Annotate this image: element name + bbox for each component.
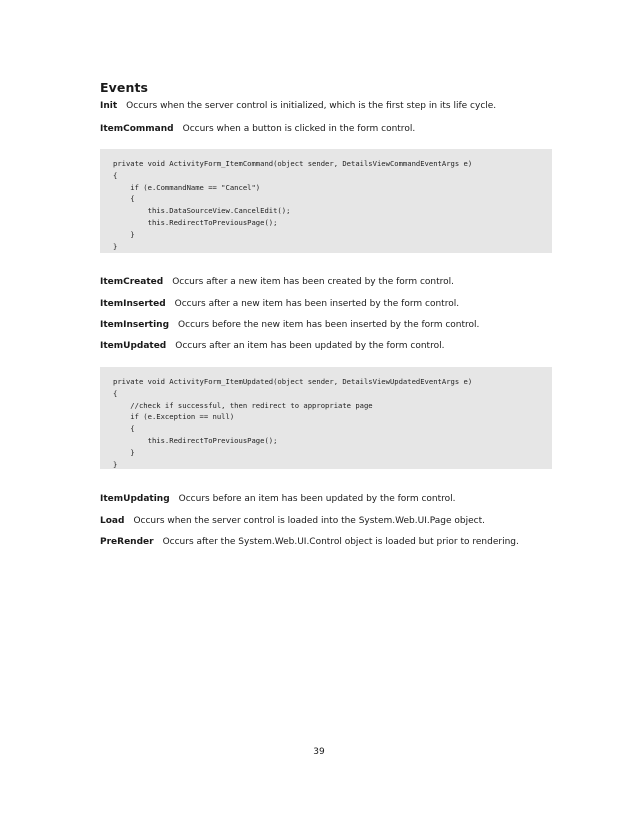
code-block-itemupdated [100,367,552,469]
event-entry-itemupdating [100,493,456,505]
page-number: 39 [313,747,325,757]
code-line: private void ActivityForm_ItemCommand(object sender, DetailsViewCommandEventArgs e) [113,159,473,168]
event-name: ItemInserting [100,320,170,330]
code-block-itemcommand [100,149,552,253]
event-description: Occurs before an item has been updated by the form control. [178,494,456,504]
event-description: Occurs after the System.Web.UI.Control object is loaded but prior to rendering. [162,537,519,547]
event-entry-itemcommand [100,123,415,135]
code-line: } [113,447,135,457]
code-line: } [113,241,118,251]
code-line: if (e.CommandName == "Cancel") [113,182,261,192]
event-description: Occurs after an item has been updated by the form control. [175,341,445,351]
event-description: Occurs when the server control is initialized, which is the first step in its life cycle. [126,101,497,111]
code-line: private void ActivityForm_ItemUpdated(object sender, DetailsViewUpdatedEventArgs e) [113,377,473,386]
event-name: ItemCreated [100,277,164,287]
event-entry-load [100,515,485,527]
event-name: Init [100,101,118,111]
event-description: Occurs before the new item has been inserted by the form control. [178,320,480,330]
event-entry-iteminserted [100,298,459,310]
code-line: } [113,459,118,469]
code-line: this.DataSourceView.CancelEdit(); [113,206,291,216]
event-name: ItemInserted [100,299,166,309]
event-name: ItemUpdated [100,341,167,351]
event-description: Occurs when the server control is loaded into the System.Web.UI.Page object. [133,516,485,526]
event-name: ItemCommand [100,124,174,134]
code-line: //check if successful, then redirect to appropriate page [113,400,373,410]
event-entry-prerender [100,536,519,548]
event-name: Load [100,516,125,526]
event-name: ItemUpdating [100,494,170,504]
code-line: if (e.Exception == null) [113,412,235,422]
event-name: PreRender [100,537,154,547]
event-entry-itemcreated [100,276,454,288]
code-line: { [113,194,135,204]
event-description: Occurs when a button is clicked in the form control. [182,124,416,134]
event-description: Occurs after a new item has been created by the form control. [172,277,455,287]
code-line: } [113,229,135,239]
event-entry-iteminserting [100,319,479,331]
code-line: this.RedirectToPreviousPage(); [113,435,278,445]
event-entry-init [100,100,496,112]
event-description: Occurs after a new item has been inserted by the form control. [174,299,460,309]
code-line: this.RedirectToPreviousPage(); [113,217,278,227]
event-entry-itemupdated [100,340,444,352]
code-line: { [113,424,135,434]
code-line: { [113,388,118,398]
code-line: { [113,170,118,180]
section-heading-events: Events [100,80,149,95]
